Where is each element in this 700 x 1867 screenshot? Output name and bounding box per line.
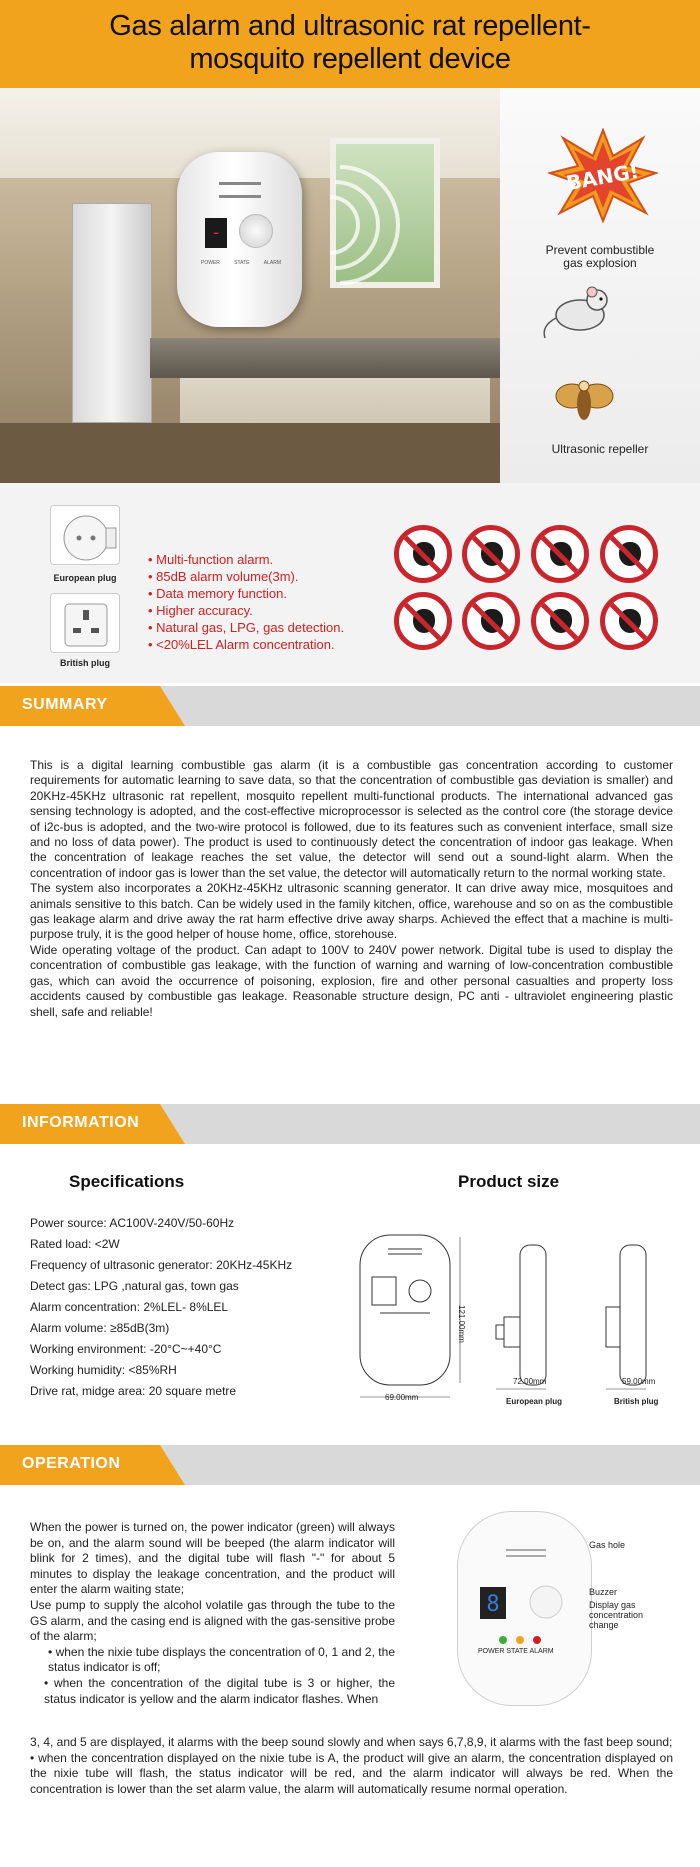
operation-paragraph: • when the nixie tube displays the concentration of 0, 1 and 2, the status indicator is off; [48, 1644, 395, 1675]
gas-hole-vent [219, 182, 261, 198]
indicator-labels [201, 260, 281, 266]
uk-plug-drawing-label: British plug [614, 1397, 659, 1406]
feature-item: • Higher accuracy. [148, 602, 344, 619]
spec-item: Working environment: -20°C~+40°C [30, 1342, 222, 1356]
callout-gas-hole: Gas hole [589, 1540, 626, 1550]
operation-paragraph: Use pump to supply the alcohol volatile gas through the tube to the GS alarm, and the casing end is aligned with the gas-sensitive probe of the alarm; [30, 1597, 395, 1644]
no-spider-icon [531, 525, 589, 583]
feature-item: • Natural gas, LPG, gas detection. [148, 619, 344, 636]
no-flea-icon [600, 592, 658, 650]
spec-item: Rated load: <2W [30, 1237, 120, 1251]
summary-heading: SUMMARY [22, 696, 108, 713]
no-cockroach-icon [394, 592, 452, 650]
kitchen-counter [150, 338, 500, 378]
operation-text-full [30, 1735, 673, 1797]
device-front-illustration [458, 1512, 593, 1707]
kitchen-fridge [72, 203, 152, 423]
rat-icon [535, 280, 620, 340]
spec-item: Detect gas: LPG ,natural gas, town gas [30, 1279, 239, 1293]
feature-item: • <20%LEL Alarm concentration. [148, 636, 344, 653]
spec-item: Working humidity: <85%RH [30, 1363, 177, 1377]
specifications-title: Specifications [69, 1172, 185, 1191]
kitchen-floor [0, 423, 500, 483]
spec-item: Drive rat, midge area: 20 square metre [30, 1384, 237, 1398]
specifications-list [30, 1213, 292, 1402]
feature-item: • Data memory function. [148, 585, 344, 602]
explosion-label-line-1: Prevent combustible [545, 243, 655, 257]
bang-text: BANG! [564, 158, 641, 196]
feature-item: • Multi-function alarm. [148, 551, 344, 568]
spec-item: Frequency of ultrasonic generator: 20KHz-45KHz [30, 1258, 293, 1272]
figure-indicator-labels: POWER STATE ALARM [478, 1648, 554, 1655]
repeller-label: Ultrasonic repeller [551, 442, 649, 456]
european-plug-image [50, 505, 120, 565]
callout-display: Display gas concentration change [589, 1600, 644, 1630]
operation-heading: OPERATION [22, 1455, 121, 1472]
power-indicator-label: POWER [201, 260, 220, 266]
explosion-label-line-2: gas explosion [563, 256, 637, 270]
summary-paragraph: Wide operating voltage of the product. Can adapt to 100V to 240V power network. Digital tube is used to display the concentration of combustible gas leakage, with the function of warning and warning of low-concentration combustible gas, which can avoid the occurrence of poisoning, explosion, fire and other personal casualties and property loss accidents caused by combustible gas leakage. Reasonable structure design, PC anti - ultraviolet engineering plastic shell, safe and reliable! [30, 942, 673, 1019]
feature-item: • 85dB alarm volume(3m). [148, 568, 344, 585]
state-indicator-label: STATE [234, 260, 250, 266]
operation-paragraph: • when the concentration displayed on the nixie tube is A, the product will give an alarm, the concentration displayed on the nixie tube will flash, the status indicator will be red, and the alarm indicator will always be red. When the concentration is lower than the set alarm value, the alarm will automatically resume normal operation. [30, 1750, 673, 1796]
ultrasonic-waves [300, 175, 410, 295]
feature-list [148, 551, 344, 653]
moth-icon [552, 372, 617, 427]
summary-banner [0, 686, 700, 726]
summary-paragraph: The system also incorporates a 20KHz-45KHz ultrasonic scanning generator. It can drive away mice, mosquitoes and animals sensitive to this batch. Can be widely used in the family kitchen, office, warehouse and so on as the combustible gas leakage alarm and drive away the rat harm effective drive away sharps. Achieved the effect that a machine is multi-purpose truly, it is the good helper of house home, office, storehouse. [30, 881, 673, 942]
european-plug-icon [51, 506, 121, 566]
british-plug-image [50, 593, 120, 653]
alarm-indicator-label: ALARM [263, 260, 281, 266]
operation-banner [0, 1445, 700, 1485]
spec-item: Alarm concentration: 2%LEL- 8%LEL [30, 1300, 229, 1314]
height-dimension: 121.00mm [457, 1305, 466, 1343]
product-size-title: Product size [458, 1172, 560, 1191]
operation-paragraph: 3, 4, and 5 are displayed, it alarms with the beep sound slowly and when says 6,7,8,9, it alarms with the fast beep sound; [30, 1735, 673, 1749]
eu-plug-drawing-label: European plug [506, 1397, 562, 1406]
no-rat-icon [394, 525, 452, 583]
information-heading: INFORMATION [22, 1114, 140, 1131]
no-mosquito-icon [462, 525, 520, 583]
british-plug-icon [51, 594, 121, 654]
spec-item: Alarm volume: ≥85dB(3m) [30, 1321, 170, 1335]
title-line-1: Gas alarm and ultrasonic rat repellent- [109, 10, 591, 42]
page-header [0, 0, 700, 88]
operation-device-figure [457, 1511, 592, 1706]
no-fly-icon [462, 592, 520, 650]
width-dimension: 69.00mm [385, 1393, 419, 1402]
british-plug-label: British plug [60, 658, 110, 668]
european-plug-label: European plug [53, 573, 117, 583]
page-title [0, 0, 700, 76]
summary-paragraph: This is a digital learning combustible gas alarm (it is a combustible gas concentration according to customer requirements for automatic learning to save data, so that the concentration of combustible gas deviation is smaller) and 20KHz-45KHz ultrasonic rat repellent, mosquito repellent multi-functional products. The international advanced gas sensing technology is adopted, and the cost-effective microprocessor is selected as the control core (the storage device of i2c-bus is adopted, and the two-wire protocol is followed, due to its features such as convenient interface, small size and no loss of data power). The product is used to continuously detect the concentration of indoor gas leakage. When the concentration of leakage reaches the set value, the detector will send out a sound-light alarm. When the concentration of indoor gas is lower than the set value, the detector will automatically return to the normal working state. [30, 758, 673, 880]
digit-display: - [205, 218, 227, 248]
summary-text [30, 758, 673, 1020]
buzzer [239, 214, 273, 248]
no-bedbug-icon [600, 525, 658, 583]
explosion-label [515, 244, 685, 270]
operation-text-column [30, 1520, 395, 1707]
operation-paragraph: • when the concentration of the digital tube is 3 or higher, the status indicator is yellow and the alarm indicator flashes. When [44, 1675, 395, 1706]
information-banner [0, 1104, 700, 1144]
uk-depth-dimension: 59.00mm [622, 1377, 656, 1386]
no-ant-icon [531, 592, 589, 650]
title-line-2: mosquito repellent device [189, 43, 511, 75]
callout-buzzer: Buzzer [589, 1587, 618, 1597]
figure-digit: 8 [486, 1592, 500, 1617]
operation-paragraph: When the power is turned on, the power indicator (green) will always be on, and the alarm sound will be beeped (the alarm indicator will blink for 2 times), and the digital tube will flash "-" for about 5 minutes to display the leakage concentration, and the product will enter the alarm waiting state; [30, 1520, 395, 1597]
spec-item: Power source: AC100V-240V/50-60Hz [30, 1216, 235, 1230]
eu-depth-dimension: 72.00mm [513, 1377, 547, 1386]
